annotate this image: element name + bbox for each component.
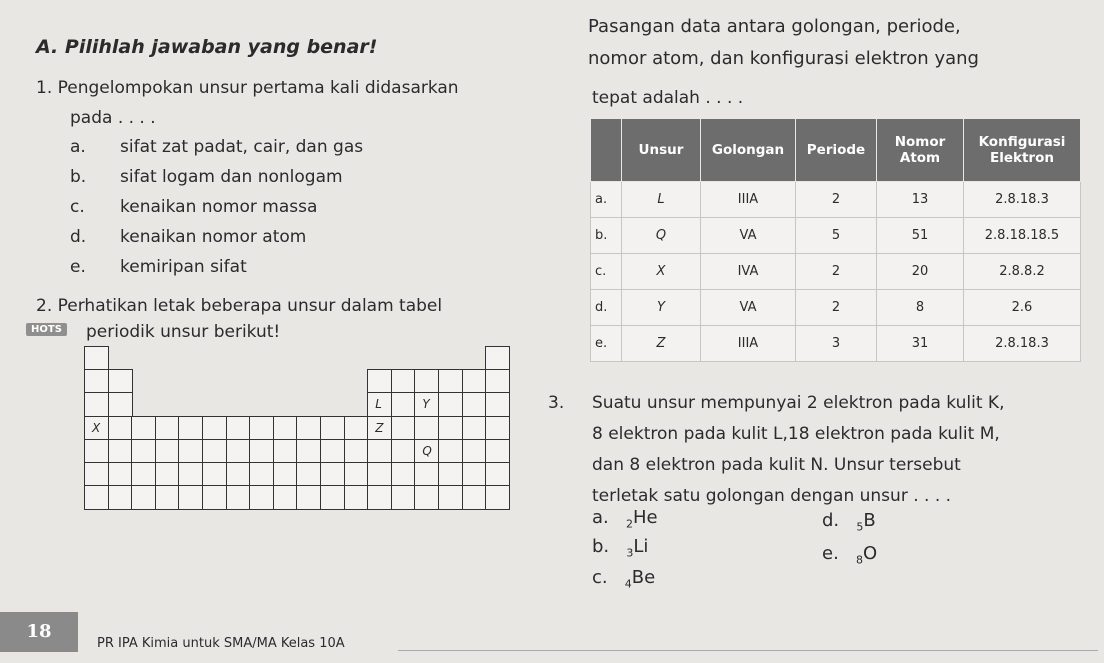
periodic-cell: [320, 416, 345, 441]
question-3-line2: 8 elektron pada kulit L,18 elektron pada kulit M,: [592, 424, 1000, 444]
page-number: 18: [0, 612, 78, 652]
periodic-cell: [344, 439, 369, 464]
table-cell: X: [622, 254, 701, 290]
question-3-line4: terletak satu golongan dengan unsur . . . .: [592, 486, 952, 506]
periodic-cell: [226, 485, 251, 510]
table-cell: 2.8.18.18.5: [964, 218, 1081, 254]
periodic-cell: [367, 439, 392, 464]
table-row: [591, 182, 1081, 218]
periodic-cell: [202, 439, 227, 464]
table-cell: Z: [622, 326, 701, 362]
periodic-cell: [178, 485, 203, 510]
table-row: [591, 290, 1081, 326]
question-3-line3: dan 8 elektron pada kulit N. Unsur tersebut: [592, 455, 961, 475]
section-title: A. Pilihlah jawaban yang benar!: [36, 36, 378, 58]
periodic-cell: [108, 462, 133, 487]
table-cell: 2: [796, 290, 877, 326]
periodic-cell: [273, 462, 298, 487]
answer-data-table: [590, 118, 1081, 362]
q1-option-a[interactable]: a. sifat zat padat, cair, dan gas: [70, 137, 364, 157]
header-nomor-atom: Nomor Atom: [877, 119, 964, 182]
periodic-cell: [296, 485, 321, 510]
periodic-cell: [438, 485, 463, 510]
table-header-row: [591, 119, 1081, 182]
table-cell: IIIA: [701, 182, 796, 218]
periodic-cell: [367, 369, 392, 394]
table-cell: a.: [591, 182, 622, 218]
q3-option-c[interactable]: c. $_4$Be: [592, 567, 656, 591]
table-cell: 8: [877, 290, 964, 326]
table-cell: IIIA: [701, 326, 796, 362]
table-cell: VA: [701, 218, 796, 254]
periodic-cell: [367, 485, 392, 510]
table-cell: 2: [796, 182, 877, 218]
question-2-prompt-line3: tepat adalah . . . .: [592, 88, 744, 108]
table-cell: L: [622, 182, 701, 218]
periodic-cell: [84, 416, 109, 441]
table-cell: 2.6: [964, 290, 1081, 326]
periodic-cell: [485, 346, 510, 371]
table-cell: IVA: [701, 254, 796, 290]
question-2-prompt-line1: Pasangan data antara golongan, periode,: [588, 16, 961, 37]
question-2-text: 2. Perhatikan letak beberapa unsur dalam tabel: [36, 296, 443, 316]
periodic-cell: [367, 392, 392, 417]
periodic-cell: [462, 369, 487, 394]
periodic-cell: [462, 462, 487, 487]
q3-option-d[interactable]: d. $_5$B: [822, 510, 876, 534]
periodic-cell: [344, 416, 369, 441]
periodic-cell: [84, 485, 109, 510]
periodic-cell: [438, 462, 463, 487]
periodic-cell: [391, 439, 416, 464]
periodic-cell: [414, 485, 439, 510]
table-cell: 31: [877, 326, 964, 362]
table-cell: 51: [877, 218, 964, 254]
periodic-cell: [108, 392, 133, 417]
periodic-cell: [485, 392, 510, 417]
periodic-cell: [320, 485, 345, 510]
table-cell: e.: [591, 326, 622, 362]
periodic-cell: [155, 439, 180, 464]
periodic-cell: [202, 462, 227, 487]
periodic-cell: [485, 485, 510, 510]
table-cell: VA: [701, 290, 796, 326]
table-row: [591, 218, 1081, 254]
header-unsur: Unsur: [622, 119, 701, 182]
periodic-cell: [84, 369, 109, 394]
periodic-cell: [108, 369, 133, 394]
periodic-cell: [344, 462, 369, 487]
periodic-cell: [178, 462, 203, 487]
question-2-text-cont: periodik unsur berikut!: [86, 322, 281, 342]
table-cell: 3: [796, 326, 877, 362]
periodic-cell: [249, 439, 274, 464]
periodic-cell: [202, 416, 227, 441]
periodic-cell: [414, 439, 439, 464]
table-cell: 20: [877, 254, 964, 290]
periodic-cell: [462, 392, 487, 417]
element-label-y: Y: [422, 397, 430, 412]
periodic-cell: [155, 416, 180, 441]
periodic-cell: [367, 462, 392, 487]
element-label-l: L: [375, 397, 382, 412]
periodic-cell: [155, 462, 180, 487]
header-golongan: Golongan: [701, 119, 796, 182]
q1-option-e[interactable]: e. kemiripan sifat: [70, 257, 247, 277]
q3-option-a[interactable]: a. $_2$He: [592, 507, 658, 531]
periodic-cell: [438, 416, 463, 441]
question-1-text: 1. Pengelompokan unsur pertama kali didasarkan: [36, 78, 459, 98]
periodic-cell: [391, 462, 416, 487]
periodic-cell: [273, 416, 298, 441]
periodic-cell: [178, 416, 203, 441]
q3-option-e[interactable]: e. $_8$O: [822, 543, 878, 567]
table-cell: b.: [591, 218, 622, 254]
header-konfigurasi: Konfigurasi Elektron: [964, 119, 1081, 182]
periodic-cell: [249, 485, 274, 510]
table-cell: d.: [591, 290, 622, 326]
periodic-cell: [414, 416, 439, 441]
footer-divider: [398, 650, 1098, 651]
periodic-cell: [108, 416, 133, 441]
periodic-cell: [391, 369, 416, 394]
periodic-cell: [391, 485, 416, 510]
q1-option-c[interactable]: c. kenaikan nomor massa: [70, 197, 318, 217]
table-cell: 2: [796, 254, 877, 290]
element-label-z: Z: [375, 420, 384, 435]
periodic-cell: [485, 416, 510, 441]
header-periode: Periode: [796, 119, 877, 182]
periodic-cell: [131, 439, 156, 464]
periodic-cell: [462, 416, 487, 441]
question-1-text-cont: pada . . . .: [70, 108, 156, 128]
table-cell: Y: [622, 290, 701, 326]
table-cell: 5: [796, 218, 877, 254]
periodic-cell: [438, 369, 463, 394]
periodic-cell: [296, 439, 321, 464]
periodic-cell: [84, 439, 109, 464]
periodic-cell: [226, 416, 251, 441]
table-row: [591, 326, 1081, 362]
periodic-cell: [367, 416, 392, 441]
periodic-cell: [178, 439, 203, 464]
question-2-prompt-line2: nomor atom, dan konfigurasi elektron yang: [588, 48, 979, 69]
periodic-cell: [414, 392, 439, 417]
periodic-cell: [391, 392, 416, 417]
periodic-cell: [462, 485, 487, 510]
periodic-cell: [485, 369, 510, 394]
table-cell: Q: [622, 218, 701, 254]
periodic-cell: [84, 346, 109, 371]
book-title: PR IPA Kimia untuk SMA/MA Kelas 10A: [97, 636, 345, 651]
periodic-cell: [131, 416, 156, 441]
periodic-cell: [84, 392, 109, 417]
periodic-cell: [320, 439, 345, 464]
q1-option-b[interactable]: b. sifat logam dan nonlogam: [70, 167, 343, 187]
periodic-cell: [462, 439, 487, 464]
element-label-q: Q: [422, 443, 432, 458]
question-3-line1: Suatu unsur mempunyai 2 elektron pada kulit K,: [592, 393, 1005, 413]
periodic-cell: [296, 462, 321, 487]
periodic-cell: [485, 462, 510, 487]
periodic-cell: [296, 416, 321, 441]
element-label-x: X: [92, 420, 101, 435]
periodic-cell: [438, 439, 463, 464]
table-cell: 13: [877, 182, 964, 218]
question-3-number: 3.: [548, 393, 565, 413]
periodic-cell: [414, 369, 439, 394]
periodic-cell: [414, 462, 439, 487]
periodic-cell: [273, 439, 298, 464]
periodic-cell: [391, 416, 416, 441]
periodic-cell: [249, 462, 274, 487]
table-row: [591, 254, 1081, 290]
periodic-cell: [320, 462, 345, 487]
periodic-cell: [84, 462, 109, 487]
hots-badge: HOTS: [26, 323, 67, 336]
periodic-cell: [344, 485, 369, 510]
periodic-cell: [155, 485, 180, 510]
table-cell: c.: [591, 254, 622, 290]
periodic-cell: [131, 462, 156, 487]
periodic-cell: [131, 485, 156, 510]
q3-option-b[interactable]: b. $_3$Li: [592, 536, 649, 560]
periodic-cell: [273, 485, 298, 510]
table-cell: 2.8.8.2: [964, 254, 1081, 290]
periodic-cell: [438, 392, 463, 417]
periodic-cell: [226, 462, 251, 487]
periodic-cell: [202, 485, 227, 510]
header-blank: [591, 119, 622, 182]
periodic-cell: [226, 439, 251, 464]
periodic-cell: [108, 439, 133, 464]
periodic-cell: [249, 416, 274, 441]
q1-option-d[interactable]: d. kenaikan nomor atom: [70, 227, 307, 247]
periodic-cell: [485, 439, 510, 464]
table-cell: 2.8.18.3: [964, 326, 1081, 362]
periodic-cell: [108, 485, 133, 510]
table-cell: 2.8.18.3: [964, 182, 1081, 218]
